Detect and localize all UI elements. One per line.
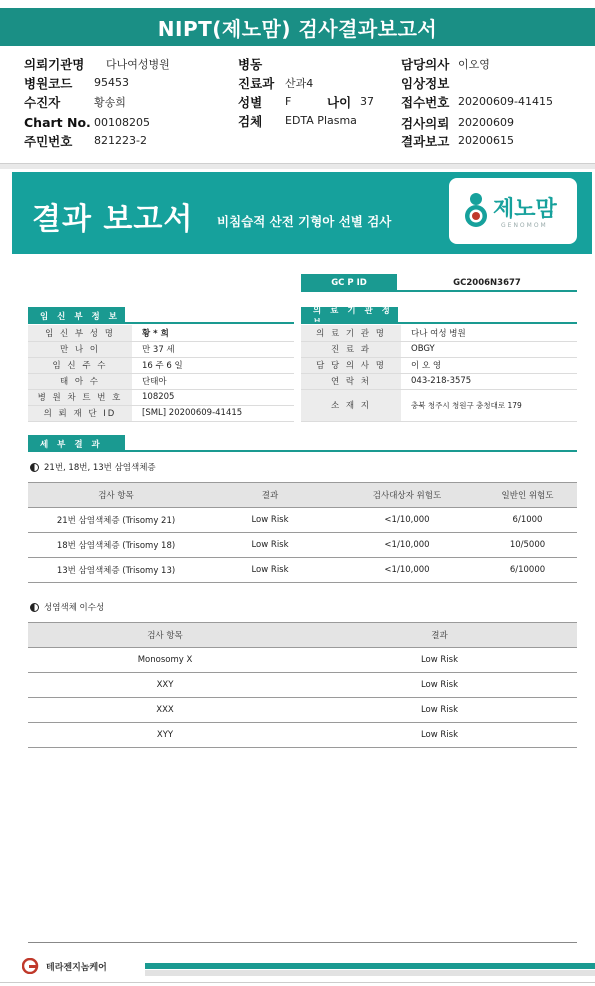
footer-divider — [28, 942, 577, 943]
hospital-info-table — [301, 325, 577, 422]
table-row: 연 락 처 043-218-3575 — [301, 373, 577, 389]
sex-chromosome-results-table — [28, 622, 577, 748]
header-field: 접수번호 20200609-41415 — [401, 94, 553, 110]
table-header-row: 검사 항목 결과 검사대상자 위험도 일반인 위험도 — [28, 483, 577, 508]
table-row: 의 료 기 관 명 다나 여성 병원 — [301, 325, 577, 341]
footer-bar-grey — [145, 970, 595, 976]
terragen-logo-icon — [22, 958, 44, 974]
autosomal-heading: 21번, 18번, 13번 삼염색체증 — [30, 461, 156, 473]
section-underline — [28, 450, 577, 452]
header-field: 성별 F 나이 37 — [238, 94, 374, 110]
header-field: 의뢰기관명 다나여성병원 — [24, 56, 170, 72]
results-section-title: 세 부 결 과 — [28, 435, 125, 452]
half-circle-icon — [30, 463, 39, 472]
table-row: 임 신 부 성 명 황 * 희 — [28, 325, 294, 341]
autosomal-results-table — [28, 482, 577, 583]
genomom-logo-icon — [463, 191, 489, 229]
gcp-id-label: GC P ID — [301, 274, 397, 292]
hospital-section-title: 의 료 기 관 정 — [301, 307, 398, 324]
title-bar — [0, 0, 595, 48]
header-field: 임상정보 — [401, 75, 450, 91]
table-row: 진 료 과 OBGY — [301, 341, 577, 357]
report-title: NIPT(제노맘) 검사결과보고서 — [0, 8, 595, 46]
banner-subtitle: 비침습적 산전 기형아 선별 검사 — [217, 214, 392, 229]
banner-title: 결과 보고서 — [32, 202, 194, 237]
age-value: 37 — [360, 95, 374, 108]
table-row: 담 당 의 사 명 이 오 영 — [301, 357, 577, 373]
report-banner — [12, 172, 592, 254]
header-field: 검사의뢰 20200609 — [401, 115, 514, 131]
table-row: 만 나 이 만 37 세 — [28, 341, 294, 357]
table-row: XXY Low Risk — [28, 673, 577, 698]
header-field: 수진자 황송희 — [24, 94, 126, 110]
table-row: 임 신 주 수 16 주 6 일 — [28, 357, 294, 373]
table-row: 태 아 수 단태아 — [28, 373, 294, 389]
table-row: Monosomy X Low Risk — [28, 648, 577, 673]
age-label: 나이 — [327, 94, 352, 110]
header-field: 병원코드 95453 — [24, 75, 129, 91]
table-row: 21번 삼염색체증 (Trisomy 21) Low Risk <1/10,000 6/1000 — [28, 508, 577, 533]
table-row: 병 원 차 트 번 호 108205 — [28, 389, 294, 405]
header-field: Chart No. 00108205 — [24, 115, 150, 130]
table-row: 13번 삼염색체증 (Trisomy 13) Low Risk <1/10,000 6/10000 — [28, 558, 577, 583]
header-field: 결과보고 20200615 — [401, 133, 514, 149]
header-field: 주민번호 821223-2 — [24, 133, 147, 149]
section-underline — [28, 322, 294, 324]
footer-company: 테라젠지놈케어 — [22, 958, 107, 974]
table-row: 의 뢰 재 단 ID [SML] 20200609-41415 — [28, 405, 294, 421]
patient-section-title: 임 신 부 정 보 — [28, 307, 125, 324]
logo-text: 제노맘 — [493, 197, 557, 222]
page-bottom-line — [0, 982, 595, 983]
section-underline — [301, 322, 577, 324]
table-row: XYY Low Risk — [28, 723, 577, 748]
half-circle-icon — [30, 603, 39, 612]
table-row: 소 재 지 충북 청주시 청원구 충청대로 179 — [301, 389, 577, 421]
sex-chromosome-heading: 성염색체 이수성 — [30, 601, 104, 613]
table-row: 18번 삼염색체증 (Trisomy 18) Low Risk <1/10,000 10/5000 — [28, 533, 577, 558]
gcp-id — [301, 274, 577, 292]
genomom-logo — [449, 178, 577, 244]
table-header-row: 검사 항목 결과 — [28, 623, 577, 648]
header-field: 진료과 산과4 — [238, 75, 314, 91]
table-row: XXX Low Risk — [28, 698, 577, 723]
header-field: 병동 — [238, 56, 263, 72]
footer-bar — [145, 963, 595, 969]
gcp-id-value: GC2006N3677 — [453, 278, 521, 288]
logo-subtext: GENOMOM — [501, 222, 548, 229]
header-field: 검체 EDTA Plasma — [238, 113, 357, 129]
header-info — [0, 52, 595, 162]
header-field: 담당의사 이오영 — [401, 56, 490, 72]
patient-info-table — [28, 325, 294, 422]
separator — [0, 163, 595, 169]
